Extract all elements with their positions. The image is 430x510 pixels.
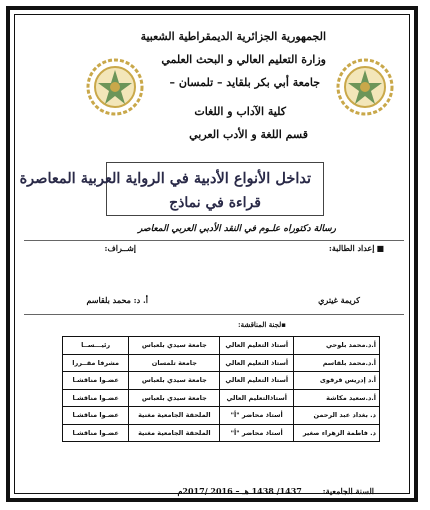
committee-role: عضـوا مناقشـا	[63, 389, 129, 407]
republic-line: الجمهورية الجزائرية الديمقراطية الشعبية	[140, 30, 326, 43]
committee-institution: الملحقة الجامعية مغنية	[129, 407, 220, 425]
table-row	[63, 424, 380, 442]
supervisor-label: إشــراف:	[104, 243, 136, 253]
committee-name: د. بغداد عبد الرحمن	[294, 407, 380, 425]
committee-institution: جامعة سيدي بلعباس	[129, 337, 220, 355]
student-label: إعداد الطالبة:	[328, 243, 375, 253]
student-label-group	[329, 243, 384, 253]
separator-top	[24, 240, 404, 241]
committee-label: ▪لجنة المناقشة:	[237, 320, 286, 329]
committee-institution: الملحقة الجامعية مغنية	[129, 424, 220, 442]
table-row	[63, 354, 380, 372]
ministry-line: وزارة التعليم العالي و البحث العلمي	[161, 53, 326, 66]
committee-role: مشرفا مقــررا	[63, 354, 129, 372]
right-emblem-icon	[334, 56, 396, 118]
table-row	[63, 407, 380, 425]
committee-name: أ.د.سعيد مكاشة	[294, 389, 380, 407]
bullet-icon: ▪	[281, 320, 286, 329]
committee-role: عضـوا مناقشـا	[63, 407, 129, 425]
committee-name: أ.د.محمد بلقاسم	[294, 354, 380, 372]
committee-role: رئيـــســا	[63, 337, 129, 355]
table-row	[63, 337, 380, 355]
student-name: كريمة غيتري	[318, 295, 360, 305]
thesis-title-box	[19, 162, 324, 216]
thesis-type: رسالة دكتوراه علـوم في النقد الأدبي العربي المعاصر	[138, 224, 336, 234]
committee-institution: جامعة سيدي بلعباس	[129, 389, 220, 407]
committee-name: أ.د إدريس قرقوى	[294, 372, 380, 390]
committee-institution: جامعة تلمسان	[129, 354, 220, 372]
thesis-subtitle: قراءة في نماذج	[169, 195, 261, 211]
table-row	[63, 372, 380, 390]
committee-table	[62, 336, 380, 442]
committee-rank: أستاذ التعليم العالي	[220, 372, 294, 390]
faculty-line: كلية الآداب و اللغات	[194, 105, 286, 118]
committee-rank: أستاذالتعليم العالي	[220, 389, 294, 407]
committee-institution: جامعة سيدي بلعباس	[129, 372, 220, 390]
left-emblem-icon	[84, 56, 146, 118]
committee-role: عضـوا مناقشـا	[63, 424, 129, 442]
thesis-title: تداخل الأنواع الأدبية في الرواية العربية المعاصرة	[19, 170, 311, 187]
academic-year-value: 1437/ 1438 هـ – 2016 /2017م	[177, 486, 302, 496]
bullet-icon: ■	[376, 243, 384, 253]
academic-year	[177, 486, 374, 496]
committee-role: عضـوا مناقشـا	[63, 372, 129, 390]
committee-name: أ.د.محمد بلوحي	[294, 337, 380, 355]
committee-rank: أستاذ محاضر "أ"	[220, 424, 294, 442]
university-line: جامعة أبي بكر بلقايد – تلمسان –	[169, 76, 320, 89]
table-row	[63, 389, 380, 407]
committee-name: د. فاطمة الزهراء صغير	[294, 424, 380, 442]
department-line: قسم اللغة و الأدب العربي	[189, 128, 308, 141]
committee-rank: أستاذ التعليم العالي	[220, 354, 294, 372]
academic-year-label: السنة الجامعية:	[322, 486, 374, 496]
committee-rank: أستاذ محاضر "أ"	[220, 407, 294, 425]
supervisor-name: أ. د: محمد بلقاسم	[86, 295, 148, 305]
committee-rank: أستاذ التعليم العالي	[220, 337, 294, 355]
separator-bottom	[24, 314, 404, 315]
